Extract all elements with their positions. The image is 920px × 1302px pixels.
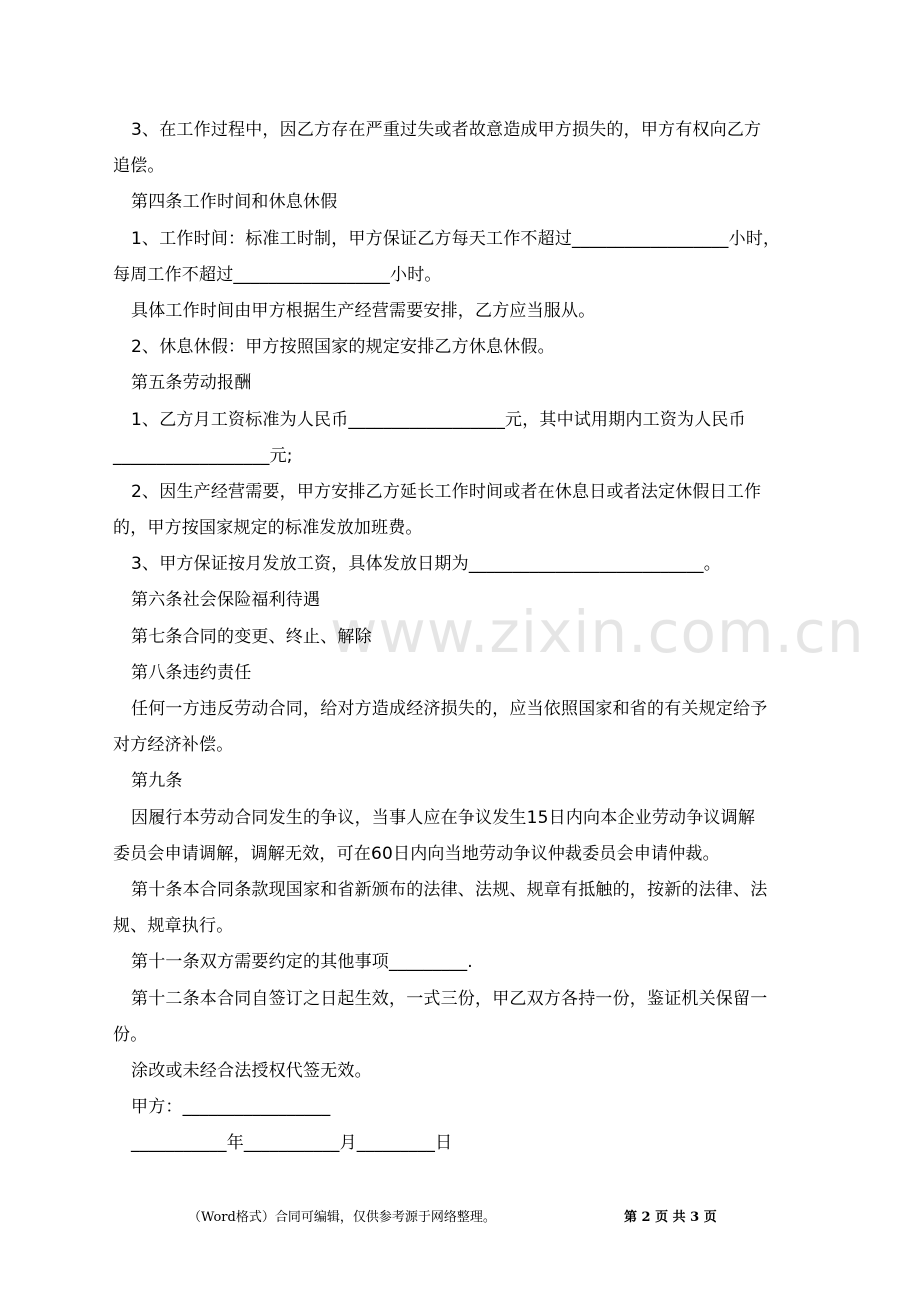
text-line: 每周工作不超过__________________小时。 [113, 264, 442, 285]
text-line: 第十一条双方需要约定的其他事项_________. [131, 952, 473, 973]
text-line: 第十条本合同条款现国家和省新颁布的法律、法规、规章有抵触的，按新的法律、法 [131, 879, 768, 900]
text-line: 委员会申请调解，调解无效，可在60日内向当地劳动争议仲裁委员会申请仲裁。 [113, 843, 720, 864]
text-line: 涂改或未经合法授权代签无效。 [131, 1060, 372, 1081]
text-line: 的，甲方按国家规定的标准发放加班费。 [113, 518, 423, 539]
text-line: 对方经济补偿。 [113, 735, 234, 756]
text-line: 追偿。 [113, 156, 165, 177]
watermark: www.zixin.com.cn [330, 598, 865, 666]
text-line: 第十二条本合同自签订之日起生效，一式三份，甲乙双方各持一份，鉴证机关保留一 [131, 988, 768, 1009]
text-line: 第四条工作时间和休息休假 [131, 192, 338, 213]
text-line: 具体工作时间由甲方根据生产经营需要安排，乙方应当服从。 [131, 300, 596, 321]
text-line: 第六条社会保险福利待遇 [131, 590, 321, 611]
text-line: 3、甲方保证按月发放工资，具体发放日期为___________________________。 [131, 554, 721, 575]
text-line: 甲方：_________________ [131, 1097, 331, 1118]
footer-note: （Word格式）合同可编辑，仅供参考源于网络整理。 [188, 1210, 496, 1225]
contract-body [113, 112, 813, 1161]
text-line: 规、规章执行。 [113, 916, 234, 937]
text-line: 第八条违约责任 [131, 662, 252, 683]
text-line: 任何一方违反劳动合同，给对方造成经济损失的，应当依照国家和省的有关规定给予 [131, 699, 768, 719]
text-line: 1、乙方月工资标准为人民币__________________元，其中试用期内工资为人民币 [131, 409, 746, 430]
text-line: 2、休息休假：甲方按照国家的规定安排乙方休息休假。 [131, 337, 555, 358]
text-line: 因履行本劳动合同发生的争议，当事人应在争议发生15日内向本企业劳动争议调解 [131, 807, 756, 828]
text-line: 1、工作时间：标准工时制，甲方保证乙方每天工作不超过__________________小时， [131, 228, 781, 249]
text-line: 第九条 [131, 771, 183, 792]
text-line: __________________元; [113, 445, 293, 466]
text-line: 份。 [113, 1024, 148, 1045]
page-number: 第 2 页 共 3 页 [624, 1210, 717, 1225]
text-line: 2、因生产经营需要，甲方安排乙方延长工作时间或者在休息日或者法定休假日工作 [131, 481, 762, 502]
text-line: 3、在工作过程中，因乙方存在严重过失或者故意造成甲方损失的，甲方有权向乙方 [131, 120, 762, 140]
text-line: 第七条合同的变更、终止、解除 [131, 626, 372, 647]
text-line: 第五条劳动报酬 [131, 373, 252, 394]
text-line: ___________年___________月_________日 [131, 1133, 453, 1154]
